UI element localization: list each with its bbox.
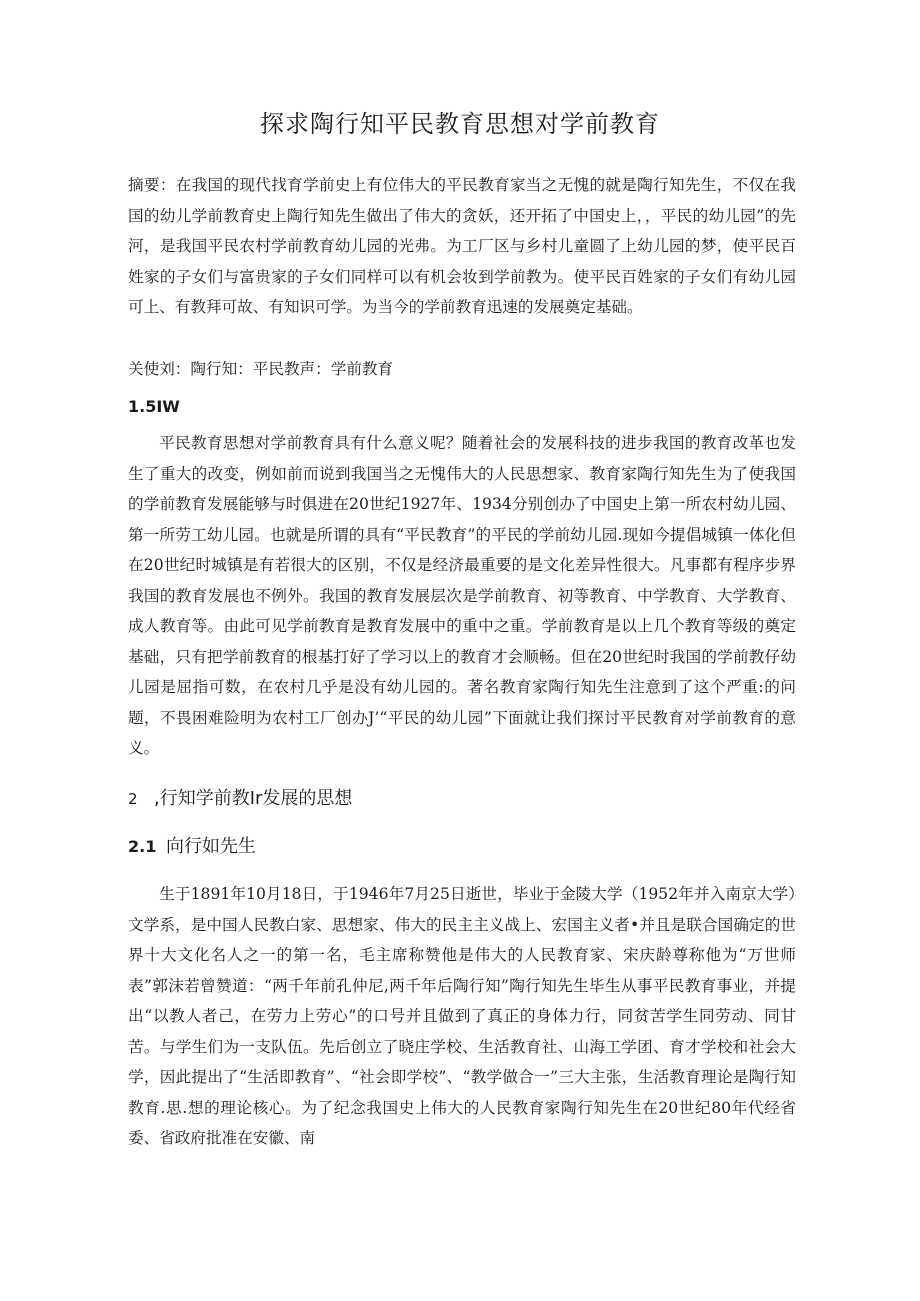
intro-paragraph: 平民教育思想对学前教育具有什么意义呢？随着社会的发展科技的进步我国的教育改革也发生了重大的改变，例如前而说到我国当之无愧伟大的人民思想家、教育家陶行知先生为了使我国的学前教育发展能够与时俱进在20世纪1927年、1934分别创办了中国史上第一所农村幼儿园、第一所劳工幼儿园。也就是所谓的具有“平民教育”的平民的学前幼儿园.现如今提倡城镇一体化但在20世纪时城镇是有若很大的区别，不仅是经济最重要的是文化差异性很大。凡事都有程序步界我国的教育发展也不例外。我国的教育发展层次是学前教育、初等教育、中学教育、大学教育、成人教育等。由此可见学前教育是教育发展中的重中之重。学前教育是以上几个教育等级的奠定基础，只有把学前教育的根基打好了学习以上的教育才会顺畅。但在20世纪时我国的学前教仔幼儿园是屈指可数，在农村几乎是没有幼儿园的。著名教育家陶行知先生注意到了这个严重:的问题，不畏困难险明为农村工厂创办J’“平民的幼儿园”下面就让我们探讨平民教育对学前教育的意义。 — [128, 434, 796, 757]
section-number: 2 — [128, 790, 138, 808]
section-heading-2-1 — [128, 832, 256, 858]
biography-paragraph: 生于1891年10月18日，于1946年7月25日逝世，毕业于金陵大学（1952年并入南京大学）文学系，是中国人民教白家、思想家、伟大的民主主义战上、宏国主义者•并且是联合国确定的世界十大文化名人之一的第一名，毛主席称赞他是伟大的人民教育家、宋庆龄尊称他为“万世师表”郭沫若曾赞道：“两千年前孔仲尼,两千年后陶行知”陶行知先生毕生从事平民教育事业，并提出“以教人者己，在劳力上劳心”的口号并且做到了真正的身体力行，同贫苦学生同劳动、同甘苦。与学生们为一支队伍。先后创立了晓庄学校、生活教育社、山海工学团、育才学校和社会大学，因此提出了“生活即教育”、“社会即学校”、“教学做合一”三大主张，生活教育理论是陶行知教育.思.想的理论核心。为了纪念我国史上伟大的人民教育家陶行知先生在20世纪80年代经省委、省政府批准在安徽、南 — [128, 885, 796, 1147]
section-title: 向行如先生 — [166, 836, 256, 857]
section-title: ,行知学前教Ir发展的思想 — [154, 788, 353, 809]
section-heading-2 — [128, 784, 352, 810]
section-number: 2.1 — [128, 837, 157, 856]
document-title: 探求陶行知平民教育思想对学前教育 — [260, 110, 660, 138]
abstract-paragraph: 摘要：在我国的现代找育学前史上有位伟大的平民教育家当之无愧的就是陶行知先生，不仅在我国的幼儿学前教育史上陶行知先生做出了伟大的贪妖，还开拓了中国史上，，平民的幼儿园”的先河，是我国平民农村学前教育幼儿园的光弗。为工厂区与乡村儿童圆了上幼儿园的梦，使平民百姓家的子女们与富贵家的子女们同样可以有机会妆到学前教为。使平民百姓家的子女们有幼儿园可上、有教拜可故、有知识可学。为当今的学前教育迅速的发展奠定基础。 — [128, 176, 796, 316]
section-heading-1-5: 1.5IW — [128, 397, 180, 416]
keywords-line: 关使刘：陶行知：平民教声：学前教育 — [128, 360, 394, 378]
